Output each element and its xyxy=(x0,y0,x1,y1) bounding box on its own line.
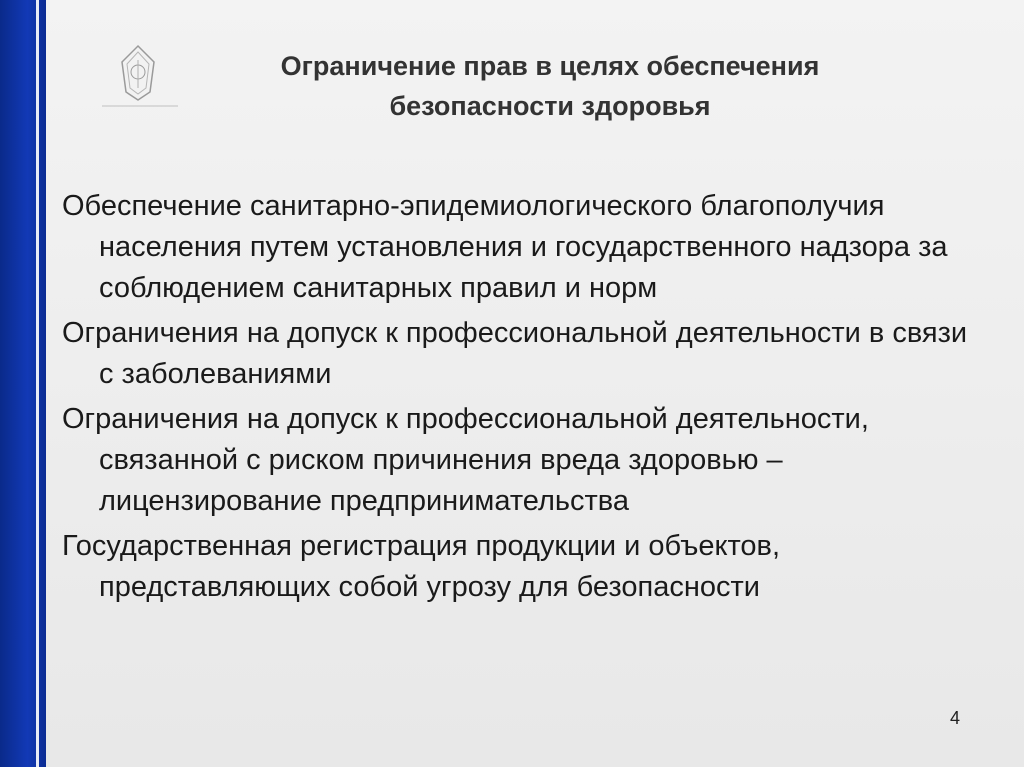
left-accent-stripe xyxy=(36,0,39,767)
bullet-item-3: Ограничения на допуск к профессиональной деятельности, связанной с риском причинения вреда здоровью – лицензирование предпринимательства xyxy=(62,403,869,517)
slide-title-line-1: Ограничение прав в целях обеспечения xyxy=(280,51,820,81)
university-emblem-icon xyxy=(98,40,182,112)
slide-title xyxy=(190,46,910,126)
slide-title-line-2: безопасности здоровья xyxy=(389,91,711,121)
bullet-item-4: Государственная регистрация продукции и объектов, представляющих собой угрозу для безопасности xyxy=(62,530,781,603)
bullet-item-1: Обеспечение санитарно-эпидемиологического благополучия населения путем установления и государственного надзора за соблюдением санитарных правил и норм xyxy=(62,190,948,304)
left-accent-bar xyxy=(0,0,46,767)
bullet-list xyxy=(62,186,982,612)
page-number: 4 xyxy=(950,708,961,728)
bullet-item-2: Ограничения на допуск к профессиональной деятельности в связи с заболеваниями xyxy=(62,317,968,390)
